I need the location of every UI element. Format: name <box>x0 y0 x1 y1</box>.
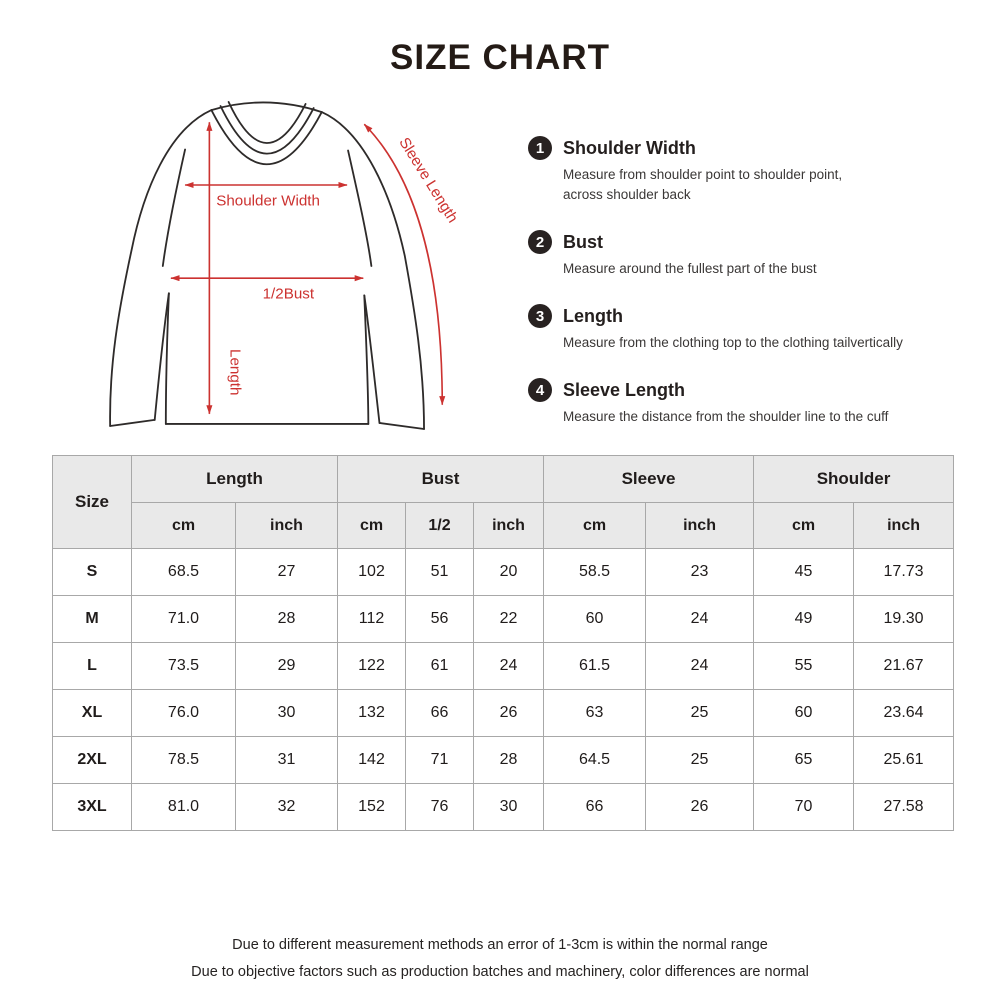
value-cell: 122 <box>338 643 406 690</box>
value-cell: 76 <box>406 784 474 831</box>
value-cell: 61 <box>406 643 474 690</box>
sweater-measurement-diagram <box>98 92 503 440</box>
value-cell: 26 <box>474 690 544 737</box>
table-group-header-row <box>53 456 954 503</box>
page-title: SIZE CHART <box>390 38 610 77</box>
size-cell: L <box>53 643 132 690</box>
sleeve-length-label: Sleeve Length <box>395 134 462 226</box>
value-cell: 66 <box>406 690 474 737</box>
number-badge-3: 3 <box>528 304 552 328</box>
right-cuff <box>379 423 424 429</box>
value-cell: 51 <box>406 549 474 596</box>
column-subheader: inch <box>854 503 954 549</box>
column-subheader: inch <box>646 503 754 549</box>
value-cell: 142 <box>338 737 406 784</box>
value-cell: 66 <box>544 784 646 831</box>
column-subheader: 1/2 <box>406 503 474 549</box>
right-raglan-seam <box>348 151 371 266</box>
size-cell: 3XL <box>53 784 132 831</box>
value-cell: 25 <box>646 737 754 784</box>
table-row <box>53 549 954 596</box>
number-badge-4: 4 <box>528 378 552 402</box>
column-group-header: Shoulder <box>754 456 954 503</box>
value-cell: 30 <box>236 690 338 737</box>
value-cell: 22 <box>474 596 544 643</box>
value-cell: 28 <box>236 596 338 643</box>
table-row <box>53 643 954 690</box>
size-chart-table <box>52 455 954 831</box>
column-subheader: cm <box>544 503 646 549</box>
value-cell: 60 <box>544 596 646 643</box>
instruction-item <box>528 230 973 279</box>
instruction-text-line: Measure from the clothing top to the clothing tailvertically <box>563 335 903 350</box>
left-raglan-seam <box>163 150 185 266</box>
value-cell: 76.0 <box>132 690 236 737</box>
column-subheader: cm <box>132 503 236 549</box>
value-cell: 68.5 <box>132 549 236 596</box>
table-row <box>53 784 954 831</box>
value-cell: 20 <box>474 549 544 596</box>
column-subheader: inch <box>236 503 338 549</box>
value-cell: 30 <box>474 784 544 831</box>
column-subheader: inch <box>474 503 544 549</box>
value-cell: 102 <box>338 549 406 596</box>
size-cell: 2XL <box>53 737 132 784</box>
table-subheader-row <box>53 503 954 549</box>
value-cell: 23.64 <box>854 690 954 737</box>
value-cell: 31 <box>236 737 338 784</box>
value-cell: 73.5 <box>132 643 236 690</box>
value-cell: 55 <box>754 643 854 690</box>
footer-notes <box>0 932 1000 986</box>
column-group-header: Bust <box>338 456 544 503</box>
shoulder-width-label: Shoulder Width <box>216 192 320 210</box>
number-badge-1: 1 <box>528 136 552 160</box>
size-cell: XL <box>53 690 132 737</box>
size-cell: S <box>53 549 132 596</box>
value-cell: 21.67 <box>854 643 954 690</box>
instruction-heading: Bust <box>563 231 603 252</box>
value-cell: 132 <box>338 690 406 737</box>
column-subheader: cm <box>754 503 854 549</box>
size-table-body <box>53 549 954 831</box>
value-cell: 19.30 <box>854 596 954 643</box>
instruction-item <box>528 136 973 205</box>
value-cell: 112 <box>338 596 406 643</box>
instruction-heading: Shoulder Width <box>563 137 696 158</box>
value-cell: 60 <box>754 690 854 737</box>
instruction-heading: Sleeve Length <box>563 379 686 400</box>
footer-note-line: Due to objective factors such as production batches and machinery, color differences are normal <box>191 964 809 980</box>
measurement-instructions <box>528 136 973 452</box>
left-cuff <box>110 420 155 426</box>
column-group-header: Sleeve <box>544 456 754 503</box>
value-cell: 61.5 <box>544 643 646 690</box>
column-subheader: cm <box>338 503 406 549</box>
value-cell: 56 <box>406 596 474 643</box>
instruction-text-line: Measure from shoulder point to shoulder point, <box>563 167 843 182</box>
table-row <box>53 596 954 643</box>
value-cell: 45 <box>754 549 854 596</box>
value-cell: 25.61 <box>854 737 954 784</box>
value-cell: 24 <box>646 643 754 690</box>
value-cell: 63 <box>544 690 646 737</box>
value-cell: 71 <box>406 737 474 784</box>
footer-note-line: Due to different measurement methods an error of 1-3cm is within the normal range <box>232 937 768 953</box>
value-cell: 17.73 <box>854 549 954 596</box>
value-cell: 29 <box>236 643 338 690</box>
value-cell: 28 <box>474 737 544 784</box>
value-cell: 65 <box>754 737 854 784</box>
half-bust-label: 1/2Bust <box>262 285 315 303</box>
value-cell: 152 <box>338 784 406 831</box>
value-cell: 49 <box>754 596 854 643</box>
instruction-heading: Length <box>563 305 623 326</box>
instruction-text-line: across shoulder back <box>563 187 691 202</box>
value-cell: 23 <box>646 549 754 596</box>
left-sleeve-outer-edge <box>110 110 211 426</box>
instruction-text-line: Measure around the fullest part of the bust <box>563 261 817 276</box>
value-cell: 81.0 <box>132 784 236 831</box>
collar-outer-arc <box>211 110 321 164</box>
number-badge-2: 2 <box>528 230 552 254</box>
instruction-text-line: Measure the distance from the shoulder line to the cuff <box>563 409 889 424</box>
value-cell: 24 <box>474 643 544 690</box>
table-row <box>53 690 954 737</box>
instruction-item <box>528 304 973 353</box>
value-cell: 32 <box>236 784 338 831</box>
instruction-item <box>528 378 973 427</box>
value-cell: 25 <box>646 690 754 737</box>
size-cell: M <box>53 596 132 643</box>
column-group-header: Length <box>132 456 338 503</box>
value-cell: 27 <box>236 549 338 596</box>
value-cell: 58.5 <box>544 549 646 596</box>
column-group-header: Size <box>53 456 132 549</box>
sweater-outline <box>110 102 424 429</box>
value-cell: 64.5 <box>544 737 646 784</box>
table-row <box>53 737 954 784</box>
value-cell: 24 <box>646 596 754 643</box>
value-cell: 70 <box>754 784 854 831</box>
value-cell: 27.58 <box>854 784 954 831</box>
value-cell: 26 <box>646 784 754 831</box>
value-cell: 71.0 <box>132 596 236 643</box>
value-cell: 78.5 <box>132 737 236 784</box>
length-label: Length <box>226 349 244 396</box>
